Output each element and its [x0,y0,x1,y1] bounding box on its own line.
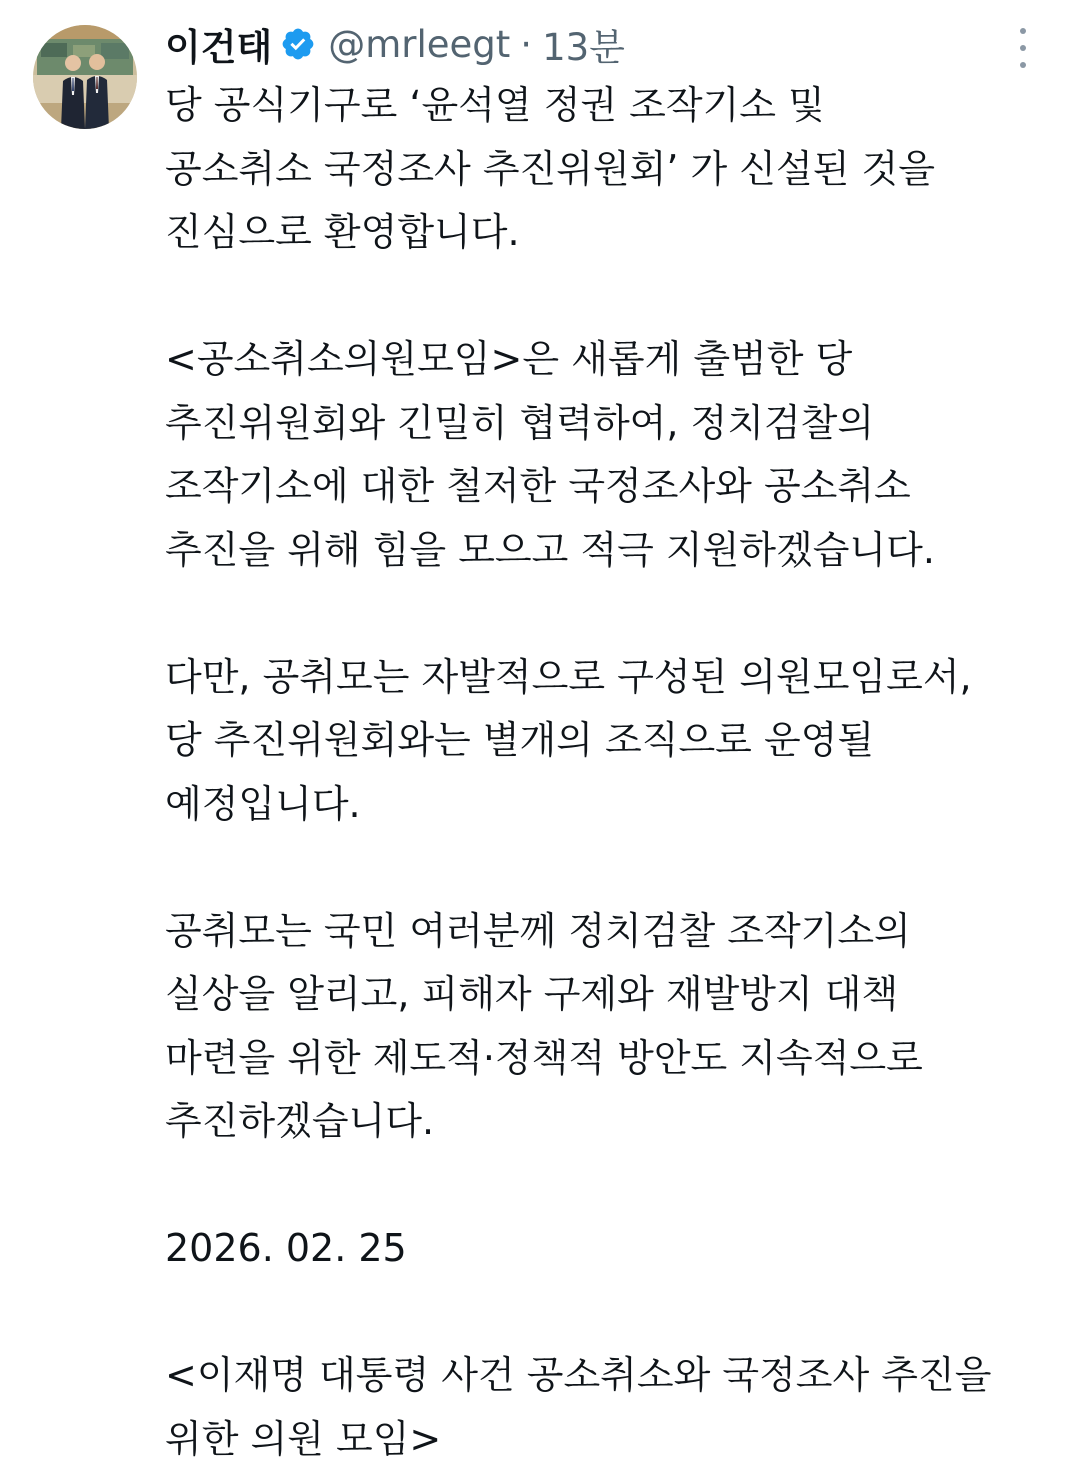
text-line: 조작기소에 대한 철저한 국정조사와 공소취소 [165,455,1070,519]
text-line: 마련을 위한 제도적·정책적 방안도 지속적으로 [165,1027,1070,1091]
text-line: 공소취소 국정조사 추진위원회’ 가 신설된 것을 [165,138,1070,202]
avatar[interactable] [33,25,137,129]
profile-photo-avatar-icon [33,25,137,129]
text-line: 당 공식기구로 ‘윤석열 정권 조작기소 및 [165,74,1070,138]
text-line: 공취모는 국민 여러분께 정치검찰 조작기소의 [165,900,1070,964]
author-name[interactable]: 이건태 [165,17,272,71]
author-handle[interactable]: @mrleegt [328,23,510,66]
text-line: 예정입니다. [165,773,1070,837]
signature-line: <이재명 대통령 사건 공소취소와 국정조사 추진을 [165,1344,1070,1408]
date-line: 2026. 02. 25 [165,1217,1070,1281]
text-line: 당 추진위원회와는 별개의 조직으로 운영될 [165,709,1070,773]
timestamp[interactable]: 13분 [542,17,625,71]
more-options-icon[interactable] [1008,28,1038,68]
separator-dot: · [520,23,532,66]
tweet-header [165,14,625,74]
verified-badge-icon [280,26,316,62]
text-line: 실상을 알리고, 피해자 구제와 재발방지 대책 [165,963,1070,1027]
tweet-text [165,74,1070,1471]
text-line: 진심으로 환영합니다. [165,201,1070,265]
text-line: 추진을 위해 힘을 모으고 적극 지원하겠습니다. [165,519,1070,583]
text-line: 다만, 공취모는 자발적으로 구성된 의원모임로서, [165,646,1070,710]
text-line: 추진하겠습니다. [165,1090,1070,1154]
signature-line: 위한 의원 모임> [165,1408,1070,1471]
text-line: 추진위원회와 긴밀히 협력하여, 정치검찰의 [165,392,1070,456]
text-line: <공소취소의원모임>은 새롭게 출범한 당 [165,328,1070,392]
